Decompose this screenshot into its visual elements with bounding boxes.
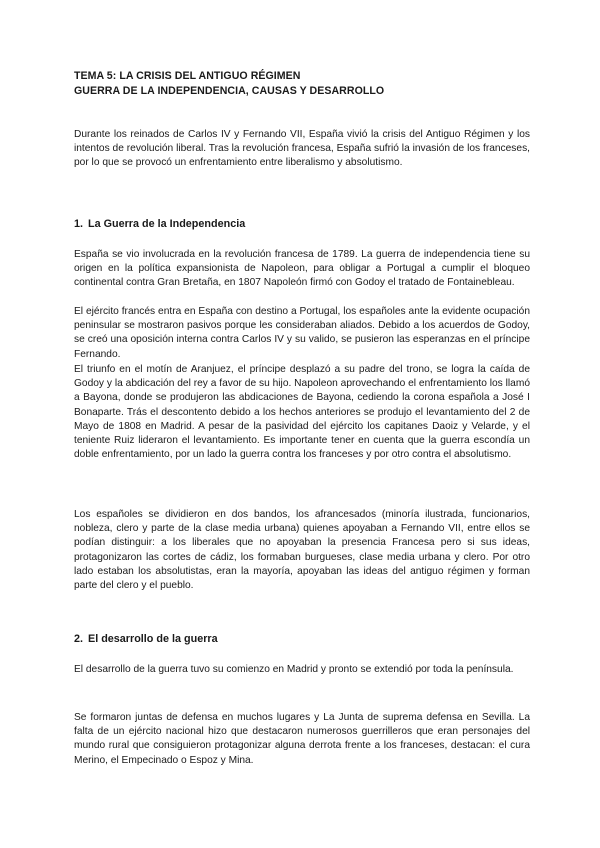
section-2-paragraph-1: El desarrollo de la guerra tuvo su comienzo en Madrid y pronto se extendió por toda la península. [74,664,514,675]
section-1-paragraph-3: El triunfo en el motín de Aranjuez, el príncipe desplazó a su padre del trono, se logra la caída de Godoy y la abdicación del rey a favor de su hijo. Napoleon aprovechando el enfrentamiento los llamó a Bayona, donde se produjeron las abdicaciones de Bayona, cediendo la corona española a José I Bonaparte. Trás el descontento debido a los hechos anteriores se produjo el levantamiento del 2 de Mayo de 1808 en Madrid. A pesar de la pasividad del ejército los capitanes Daoiz y Velarde, y el teniente Ruiz lideraron el levantamiento. Es importante tener en cuenta que la guerra escondía un doble enfrentamiento, por un lado la guerra contra los franceses y por otro contra el absolutismo. [74,364,530,461]
section-1-paragraph-2: El ejército francés entra en España con destino a Portugal, los españoles ante la evidente ocupación peninsular se mostraron pasivos porque les consideraban aliados. Debido a los acuerdos de Godoy, se creó una oposición interna contra Carlos IV y su valido, se pusieron las esperanzas en el príncipe Fernando. [74,306,530,360]
section-2-paragraph-2: Se formaron juntas de defensa en muchos lugares y La Junta de suprema defensa en Sevilla. La falta de un ejército nacional hizo que destacaron numerosos guerrilleros que eran personajes del mundo rural que consiguieron protagonizar alguna derrota frente a los franceses, destacan: el cura Merino, el Empecinado o Espoz y Mina. [74,712,530,766]
title-line-1: TEMA 5: LA CRISIS DEL ANTIGUO RÉGIMEN [74,70,301,82]
document-title [74,69,534,99]
title-line-2: GUERRA DE LA INDEPENDENCIA, CAUSAS Y DESARROLLO [74,85,385,97]
section-2-heading [74,633,218,645]
section-1-number: 1. [74,218,84,230]
section-1-paragraph-4: Los españoles se dividieron en dos bandos, los afrancesados (minoría ilustrada, funcionarios, nobleza, clero y parte de la clase media urbana) quienes apoyaban a Fernando VII, entre ellos se podían distinguir: a los liberales que no apoyaban la presencia Francesa pero si sus ideas, protagonizaron las cortes de cádiz, los formaban burgueses, clase media urbana y clero. Por otro lado estaban los absolutistas, eran la mayoría, apoyaban las ideas del antiguo régimen y forman parte del clero y el pueblo. [74,509,530,592]
section-1-heading [74,218,245,230]
section-2-number: 2. [74,633,84,645]
intro-paragraph: Durante los reinados de Carlos IV y Fernando VII, España vivió la crisis del Antiguo Régimen y los intentos de revolución liberal. Tras la revolución francesa, España sufrió la invasión de los franceses, por lo que se provocó un enfrentamiento entre liberalismo y absolutismo. [74,129,530,169]
section-1-title: La Guerra de la Independencia [88,218,246,230]
section-2-title: El desarrollo de la guerra [88,633,218,645]
section-1-paragraph-1: España se vio involucrada en la revolución francesa de 1789. La guerra de independencia tiene su origen en la política expansionista de Napoleon, para obligar a Portugal a cumplir el bloqueo continental contra Gran Bretaña, en 1807 Napoleón firmó con Godoy el tratado de Fontainebleau. [74,249,530,289]
